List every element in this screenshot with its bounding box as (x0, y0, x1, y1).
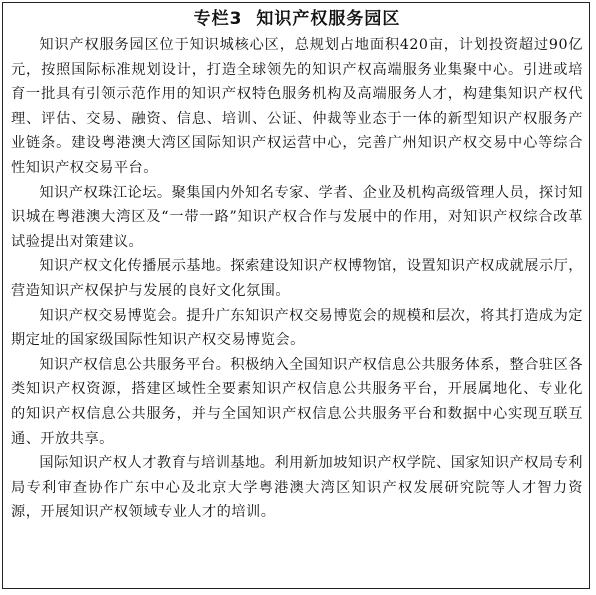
column-box (2, 2, 590, 589)
paragraph-culture-base: 知识产权文化传播展示基地。探索建设知识产权博物馆，设置知识产权成就展示厅，营造知识产权保护与发展的良好文化氛围。 (11, 258, 583, 299)
paragraph-talent-base: 国际知识产权人才教育与培训基地。利用新加坡知识产权学院、国家知识产权局专利局专利审查协作广东中心及北京大学粤港澳大湾区知识产权发展研究院等人才智力资源，开展知识产权领域专业人才的培训。 (11, 455, 583, 521)
paragraph-info-platform: 知识产权信息公共服务平台。积极纳入全国知识产权信息公共服务体系，整合驻区各类知识产权资源，搭建区域性全要素知识产权信息公共服务平台，开展属地化、专业化的知识产权信息公共服务，并与全国知识产权信息公共服务平台和数据中心实现互联互通、开放共享。 (11, 356, 583, 447)
column-heading: 知识产权服务园区 (256, 9, 401, 29)
paragraph-service-park: 知识产权服务园区位于知识城核心区，总规划占地面积420亩，计划投资超过90亿元，按照国际标准规划设计，打造全球领先的知识产权高端服务业集聚中心。引进或培育一批具有引领示范作用的知识产权特色服务机构及高端服务人才，构建集知识产权代理、评估、交易、融资、信息、培训、公证、仲裁等业态于一体的新型知识产权服务产业链条。建设粤港澳大湾区国际知识产权运营中心，完善广州知识产权交易中心等综合性知识产权交易平台。 (11, 37, 583, 176)
paragraph-pearl-river-forum: 知识产权珠江论坛。聚集国内外知名专家、学者、企业及机构高级管理人员，探讨知识城在粤港澳大湾区及“一带一路”知识产权合作与发展中的作用，对知识产权综合改革试验提出对策建议。 (11, 184, 583, 250)
column-number: 专栏3 (193, 9, 243, 29)
column-title (11, 7, 583, 33)
paragraph-trade-fair: 知识产权交易博览会。提升广东知识产权交易博览会的规模和层次，将其打造成为定期定址的国家级国际性知识产权交易博览会。 (11, 307, 583, 349)
